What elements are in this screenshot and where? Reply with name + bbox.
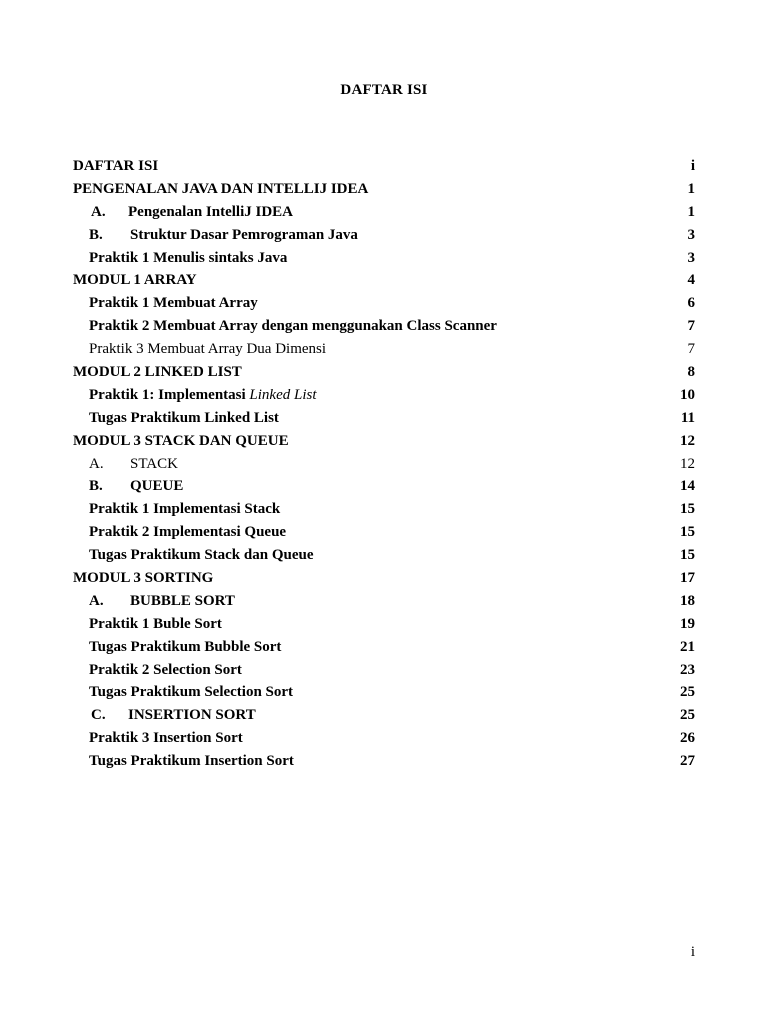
toc-entry[interactable] bbox=[73, 681, 695, 704]
toc-entry[interactable] bbox=[73, 315, 695, 338]
toc-entry-title: MODUL 1 ARRAY bbox=[73, 272, 197, 289]
toc-entry-letter: A. bbox=[89, 455, 104, 472]
toc-entry[interactable] bbox=[73, 178, 695, 201]
toc-entry-title: Praktik 3 Insertion Sort bbox=[89, 730, 243, 747]
toc-entry-label: Praktik 1: Implementasi bbox=[89, 386, 250, 403]
toc-entry-title bbox=[91, 704, 256, 727]
table-of-contents bbox=[73, 155, 695, 773]
toc-entry-page: 1 bbox=[687, 203, 695, 220]
toc-entry-label: INSERTION SORT bbox=[128, 707, 256, 724]
toc-entry[interactable] bbox=[73, 544, 695, 567]
toc-entry-title bbox=[91, 201, 293, 224]
toc-entry-page: 25 bbox=[680, 684, 695, 701]
toc-entry-page: 21 bbox=[680, 638, 695, 655]
toc-entry[interactable] bbox=[73, 704, 695, 727]
toc-entry-title: Praktik 1 Implementasi Stack bbox=[89, 501, 281, 518]
toc-entry-page: 15 bbox=[680, 547, 695, 564]
toc-entry[interactable] bbox=[73, 292, 695, 315]
toc-entry-page: 3 bbox=[687, 226, 695, 243]
toc-entry-label: Struktur Dasar Pemrograman Java bbox=[130, 226, 358, 243]
toc-entry-label-italic: Linked List bbox=[249, 386, 317, 403]
toc-entry[interactable] bbox=[73, 269, 695, 292]
toc-entry-page: 25 bbox=[680, 707, 695, 724]
toc-entry-title: Praktik 2 Selection Sort bbox=[89, 661, 242, 678]
toc-entry-page: 14 bbox=[680, 478, 695, 495]
toc-entry[interactable] bbox=[73, 338, 695, 361]
toc-entry[interactable] bbox=[73, 567, 695, 590]
toc-entry-letter: B. bbox=[89, 226, 103, 243]
toc-entry-title: Tugas Praktikum Selection Sort bbox=[89, 684, 294, 701]
toc-entry-letter: A. bbox=[91, 203, 106, 220]
toc-entry-title: MODUL 2 LINKED LIST bbox=[73, 364, 242, 381]
toc-entry-page: 23 bbox=[680, 661, 695, 678]
toc-entry-page: 1 bbox=[687, 180, 695, 197]
toc-entry-title: Praktik 2 Membuat Array dengan menggunakan Class Scanner bbox=[89, 318, 497, 335]
toc-entry-page: 26 bbox=[680, 730, 695, 747]
toc-entry[interactable] bbox=[73, 590, 695, 613]
toc-entry-page: i bbox=[690, 158, 695, 174]
toc-entry[interactable] bbox=[73, 201, 695, 224]
toc-entry-title: Tugas Praktikum Bubble Sort bbox=[89, 638, 282, 655]
toc-entry-letter: B. bbox=[89, 478, 103, 495]
toc-entry-title: Praktik 1 Buble Sort bbox=[89, 615, 222, 632]
toc-entry[interactable] bbox=[73, 521, 695, 544]
toc-entry[interactable] bbox=[73, 613, 695, 636]
toc-entry-label: QUEUE bbox=[130, 478, 184, 495]
toc-entry-page: 12 bbox=[680, 455, 695, 472]
toc-entry[interactable] bbox=[73, 475, 695, 498]
toc-entry-title bbox=[89, 590, 235, 613]
toc-entry-title: Praktik 1 Membuat Array bbox=[89, 295, 258, 312]
toc-entry-letter: A. bbox=[89, 592, 104, 609]
toc-entry-page: 7 bbox=[687, 341, 695, 358]
toc-entry-title bbox=[89, 453, 178, 476]
toc-entry-label: BUBBLE SORT bbox=[130, 592, 235, 609]
toc-entry[interactable] bbox=[73, 659, 695, 682]
toc-entry-page: 18 bbox=[680, 592, 695, 609]
page-number-footer: i bbox=[690, 944, 695, 960]
toc-entry-title: Praktik 1 Menulis sintaks Java bbox=[89, 249, 288, 266]
toc-entry-page: 8 bbox=[687, 364, 695, 381]
toc-entry-title bbox=[89, 475, 183, 498]
toc-entry-page: 7 bbox=[687, 318, 695, 335]
toc-entry-page: 15 bbox=[680, 524, 695, 541]
toc-entry-title bbox=[89, 224, 358, 247]
toc-entry-title: MODUL 3 STACK DAN QUEUE bbox=[73, 432, 289, 449]
toc-entry[interactable] bbox=[73, 727, 695, 750]
toc-entry-page: 11 bbox=[680, 409, 695, 426]
toc-entry-label: Pengenalan IntelliJ IDEA bbox=[128, 203, 294, 220]
toc-entry[interactable] bbox=[73, 384, 695, 407]
toc-entry-title bbox=[89, 384, 317, 407]
toc-entry[interactable] bbox=[73, 453, 695, 476]
toc-entry[interactable] bbox=[73, 498, 695, 521]
toc-entry[interactable] bbox=[73, 636, 695, 659]
toc-entry-page: 6 bbox=[687, 295, 695, 312]
toc-entry-page: 17 bbox=[680, 570, 695, 587]
toc-entry-page: 27 bbox=[680, 753, 695, 770]
toc-entry-title: Praktik 2 Implementasi Queue bbox=[89, 524, 287, 541]
toc-entry[interactable] bbox=[73, 750, 695, 773]
toc-entry-page: 19 bbox=[680, 615, 695, 632]
toc-entry-title: Praktik 3 Membuat Array Dua Dimensi bbox=[89, 341, 327, 358]
toc-entry-page: 3 bbox=[687, 249, 695, 266]
toc-entry-page: 10 bbox=[680, 386, 695, 403]
toc-entry-title: Tugas Praktikum Linked List bbox=[89, 409, 279, 426]
page-title: DAFTAR ISI bbox=[340, 82, 428, 98]
toc-entry-title: PENGENALAN JAVA DAN INTELLIJ IDEA bbox=[73, 180, 369, 197]
toc-entry[interactable] bbox=[73, 361, 695, 384]
toc-entry[interactable] bbox=[73, 247, 695, 270]
toc-entry-title: MODUL 3 SORTING bbox=[73, 570, 214, 587]
toc-entry[interactable] bbox=[73, 224, 695, 247]
toc-entry-label: STACK bbox=[130, 455, 178, 472]
toc-entry-page: 4 bbox=[687, 272, 695, 289]
toc-entry-page: 15 bbox=[680, 501, 695, 518]
toc-entry-page: 12 bbox=[680, 432, 695, 449]
toc-entry-title: Tugas Praktikum Insertion Sort bbox=[89, 753, 294, 770]
toc-entry[interactable] bbox=[73, 155, 695, 178]
toc-entry-letter: C. bbox=[91, 707, 106, 724]
toc-entry[interactable] bbox=[73, 407, 695, 430]
toc-entry-title: DAFTAR ISI bbox=[73, 158, 159, 174]
toc-entry-title: Tugas Praktikum Stack dan Queue bbox=[89, 547, 314, 564]
toc-entry[interactable] bbox=[73, 430, 695, 453]
